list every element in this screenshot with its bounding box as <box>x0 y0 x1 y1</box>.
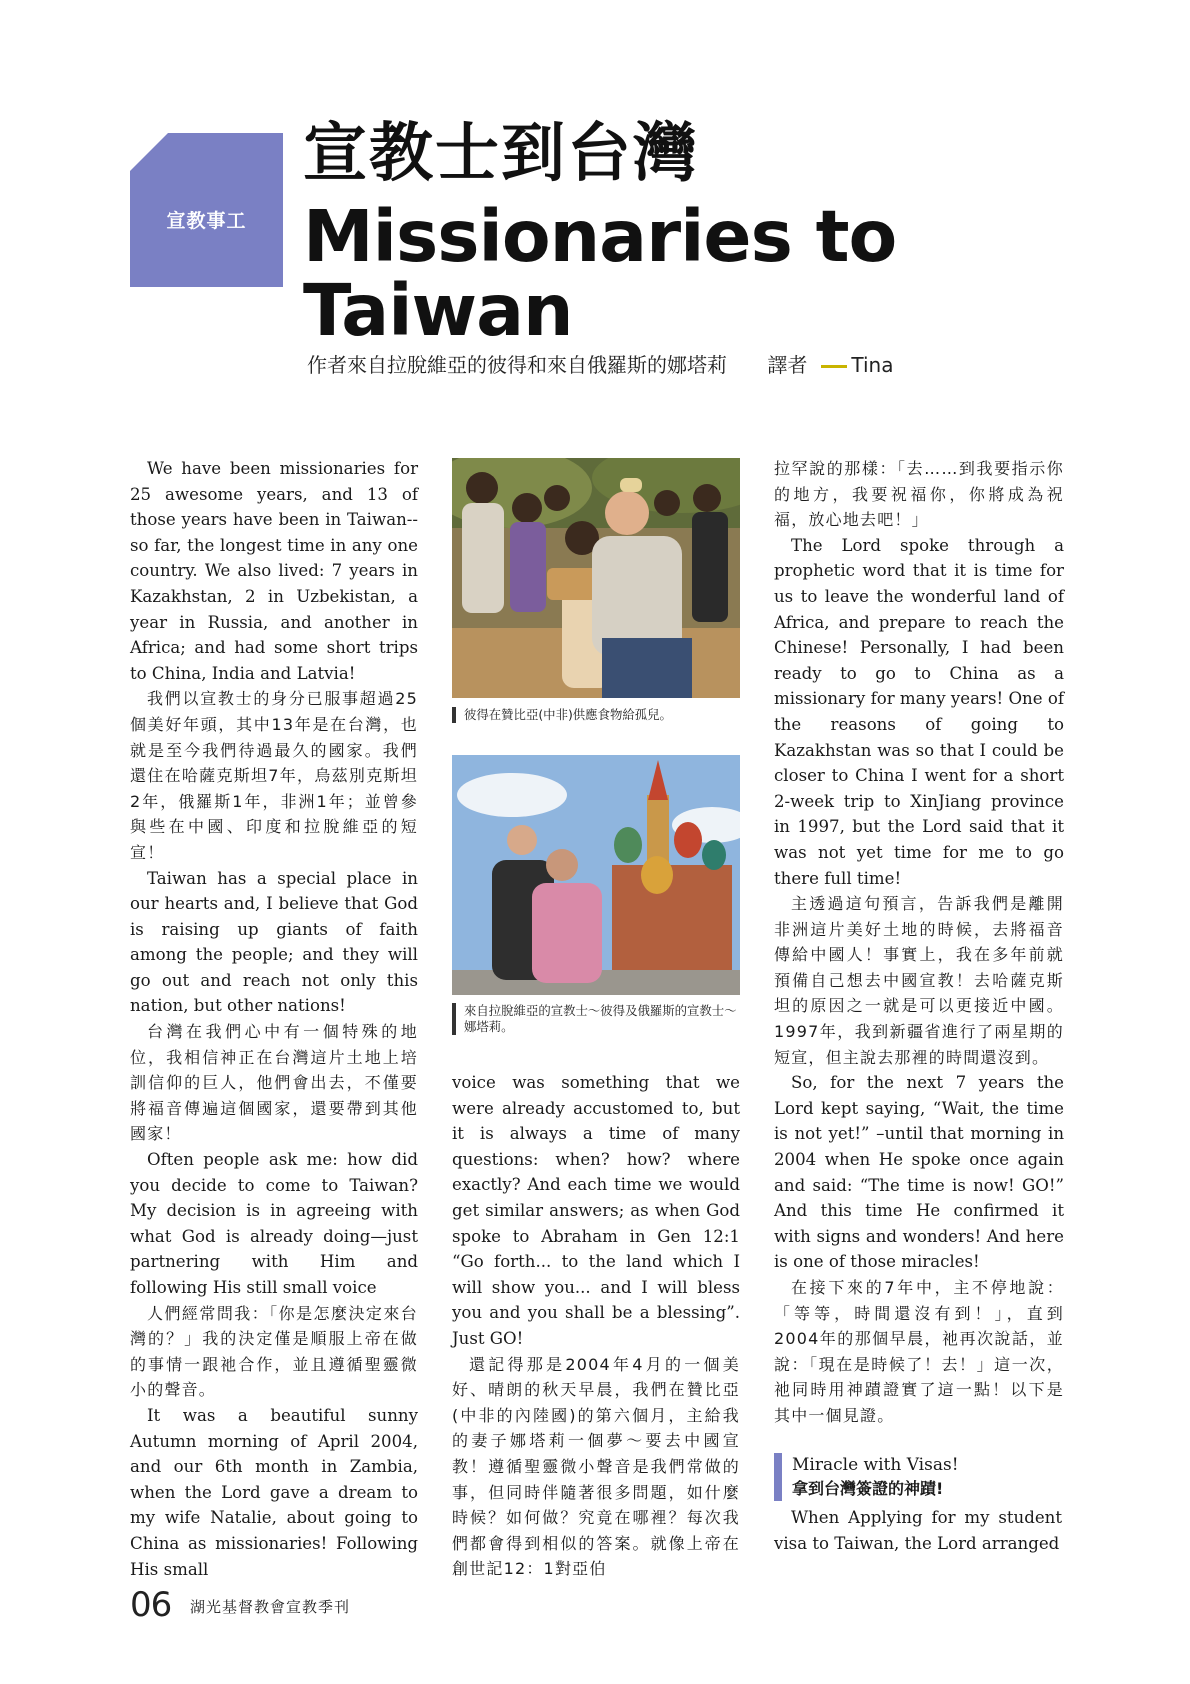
byline-dash <box>821 365 847 368</box>
section-tag: 宣教事工 <box>166 210 247 232</box>
author-line: 作者來自拉脫維亞的彼得和來自俄羅斯的娜塔莉 <box>307 353 727 377</box>
column-right-continued <box>774 1505 1062 1556</box>
paragraph: Taiwan has a special place in our hearts and, I believe that God is raising up giants of faith among the people; and they will go out and reach not only this nation, but other nations! <box>130 868 418 1016</box>
title-chinese: 宣教士到台灣 <box>303 117 699 191</box>
page-number: 06 <box>130 1585 172 1625</box>
paragraph: It was a beautiful sunny Autumn morning of April 2004, and our 6th month in Zambia, when the Lord gave a dream to my wife Natalie, about going to China as missionaries! Following His small <box>130 1405 418 1579</box>
photo-caption: 彼得在贊比亞(中非)供應食物給孤兒。 <box>452 707 740 723</box>
paragraph: 主透過這句預言，告訴我們是離開非洲這片美好土地的時候，去將福音傳給中國人！事實上，我在多年前就預備自己想去中國宣教！去哈薩克斯坦的原因之一就是可以更接近中國。1997年，我到新疆省進行了兩星期的短宣，但主說去那裡的時間還沒到。 <box>774 894 1064 1067</box>
publication-name: 湖光基督教會宣教季刊 <box>190 1598 351 1616</box>
paragraph: 台灣在我們心中有一個特殊的地位，我相信神正在台灣這片土地上培訓信仰的巨人，他們會出去，不僅要將福音傳遍這個國家，還要帶到其他國家！ <box>130 1022 418 1144</box>
byline <box>307 349 893 378</box>
photo-caption: 來自拉脫維亞的宣教士～彼得及俄羅斯的宣教士～娜塔莉。 <box>452 1003 740 1035</box>
paragraph: 在接下來的7年中，主不停地說：「等等，時間還沒有到！」，直到2004年的那個早晨，祂再次說話，並說：「現在是時候了！去！」這一次，祂同時用神蹟證實了這一點！以下是其中一個見證。 <box>774 1278 1064 1425</box>
paragraph: 人們經常問我：「你是怎麼決定來台灣的？」我的決定僅是順服上帝在做的事情一跟祂合作，並且遵循聖靈微小的聲音。 <box>130 1303 418 1400</box>
paragraph: 還記得那是2004年4月的一個美好、晴朗的秋天早晨，我們在贊比亞(中非的內陸國)的第六個月，主給我的妻子娜塔莉一個夢～要去中國宣教！遵循聖靈微小聲音是我們常做的事，但同時伴隨著很多問題，如什麼時候？如何做？究竟在哪裡？每次我們都會得到相似的答案。就像上帝在創世記12：1對亞伯 <box>452 1354 740 1579</box>
heading-chinese: 拿到台灣簽證的神蹟! <box>792 1479 944 1498</box>
column-middle <box>452 1070 740 1582</box>
tag-corner-fold <box>130 133 168 171</box>
photo-africa-orphans <box>452 458 740 698</box>
heading-english: Miracle with Visas! <box>792 1455 959 1475</box>
paragraph: 我們以宣教士的身分已服事超過25個美好年頭，其中13年是在台灣，也就是至今我們待過最久的國家。我們還住在哈薩克斯坦7年，烏茲別克斯坦2年，俄羅斯1年，非洲1年；並曾參與些在中國、印度和拉脫維亞的短宣！ <box>130 689 418 862</box>
translator-name: Tina <box>851 353 894 377</box>
column-left <box>130 456 418 1582</box>
photo-moscow-couple <box>452 755 740 995</box>
paragraph: When Applying for my student visa to Taiwan, the Lord arranged <box>774 1508 1062 1553</box>
paragraph: We have been missionaries for 25 awesome years, and 13 of those years have been in Taiwan--so far, the longest time in any one country. We also lived: 7 years in Kazakhstan, 2 in Uzbekistan, a year in Russia, and another in Africa; and had some short trips to China, India and Latvia! <box>130 459 418 683</box>
title-english: Missionaries to Taiwan <box>303 195 897 352</box>
paragraph: voice was something that we were already accustomed to, but it is always a time of many questions: when? how? where exactly? And each time we would get similar answers; as when God spoke to Abraham in Gen 12:1 “Go forth... to the land which I will show you... and I will bless you and you shall be a blessing”. Just GO! <box>452 1073 740 1348</box>
column-right <box>774 456 1064 1429</box>
paragraph: So, for the next 7 years the Lord kept saying, “Wait, the time is not yet!” –until that morning in 2004 when He spoke once again and said: “The time is now! GO!” And this time He confirmed it with signs and wonders! And here is one of those miracles! <box>774 1073 1064 1272</box>
translator-label: 譯者 <box>767 353 808 377</box>
paragraph: 拉罕說的那樣：「去……到我要指示你的地方，我要祝福你，你將成為祝福，放心地去吧！」 <box>774 459 1064 530</box>
paragraph: Often people ask me: how did you decide to come to Taiwan? My decision is in agreeing with what God is already doing—just partnering with Him and following His still small voice <box>130 1150 418 1297</box>
paragraph: The Lord spoke through a prophetic word that it is time for us to leave the wonderful land of Africa, and prepare to reach the Chinese! Personally, I had been ready to go to China as a missionary for many years! One of the reasons of going to Kazakhstan was so that I could be closer to China I went for a short 2-week trip to XinJiang province in 1997, but the Lord said that it was not yet time for me to go there full time! <box>774 535 1064 888</box>
section-heading <box>774 1453 1064 1501</box>
